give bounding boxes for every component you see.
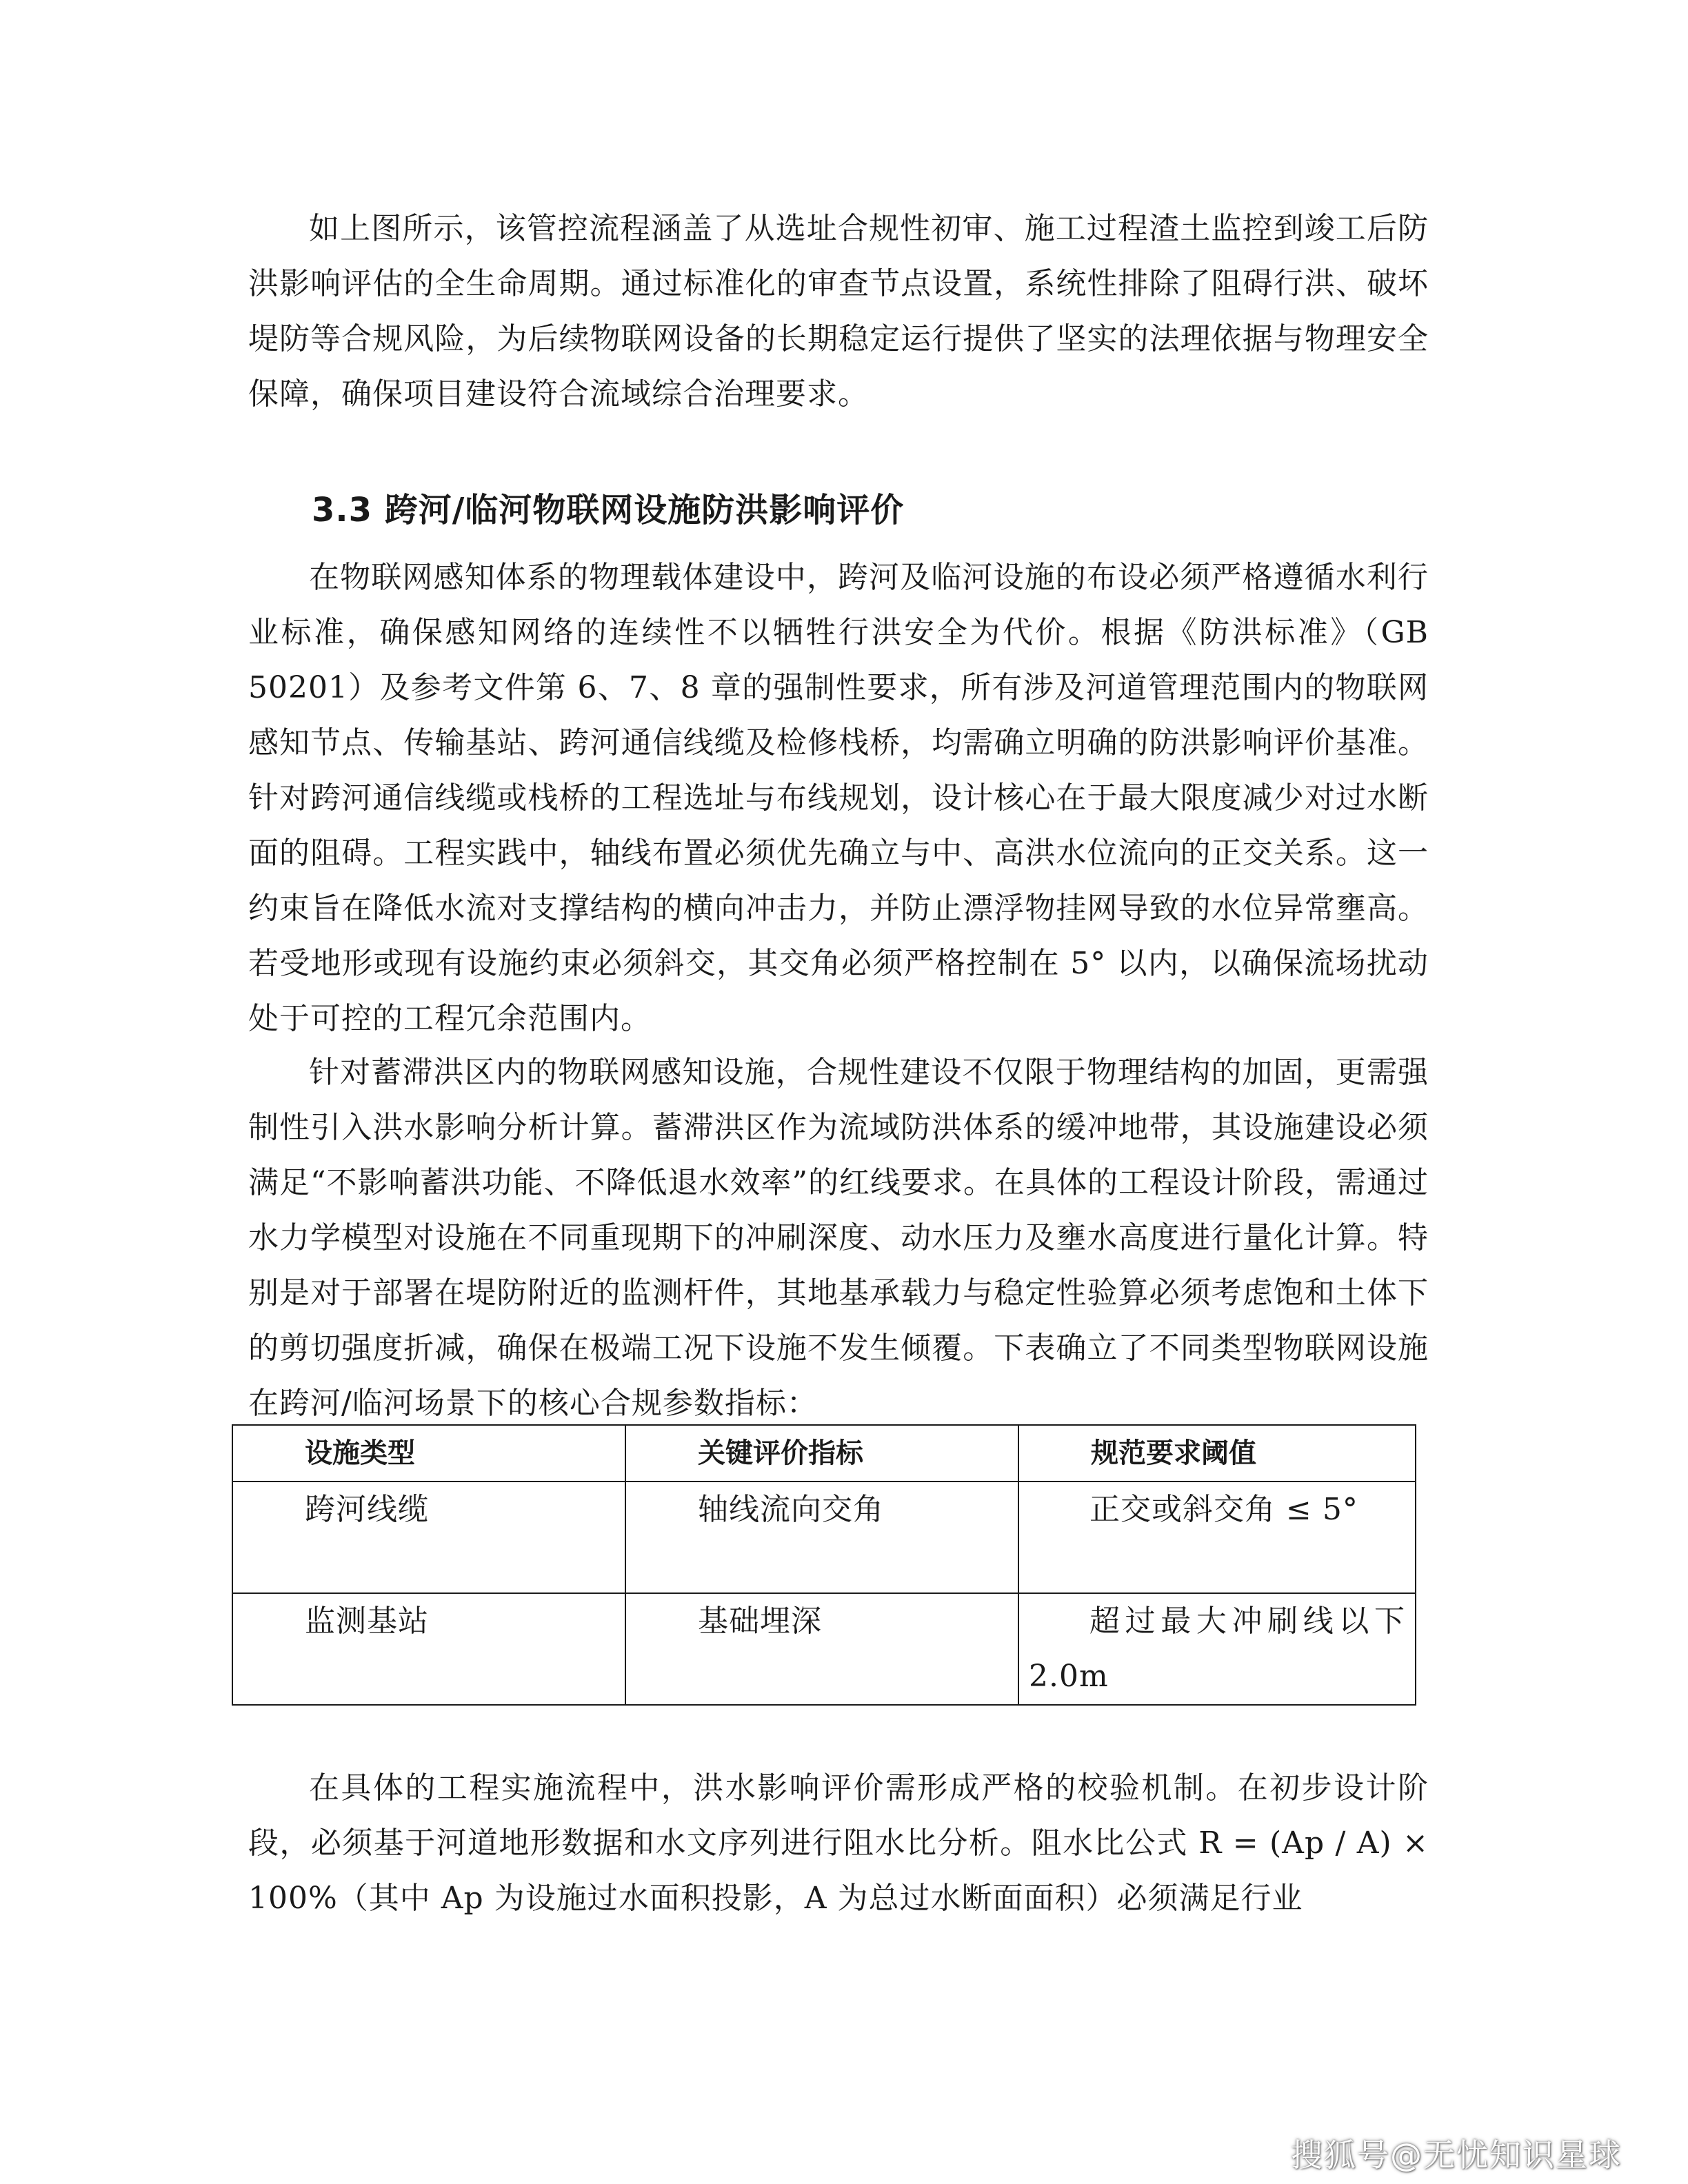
- table-cell-indicator: 轴线流向交角: [625, 1482, 1018, 1593]
- table-cell-indicator: 基础埋深: [625, 1593, 1018, 1705]
- source-watermark: 搜狐号@无忧知识星球: [1291, 2136, 1622, 2174]
- table-cell-threshold: 正交或斜交角 ≤ 5°: [1018, 1482, 1416, 1593]
- table-row: [232, 1593, 1416, 1705]
- table-cell-facility-type: 监测基站: [232, 1593, 625, 1705]
- table-row: [232, 1482, 1416, 1593]
- table-header-cell: 规范要求阈值: [1018, 1425, 1416, 1482]
- table-cell-facility-type: 跨河线缆: [232, 1482, 625, 1593]
- body-paragraph-3: 针对蓄滞洪区内的物联网感知设施，合规性建设不仅限于物理结构的加固，更需强制性引入洪水影响分析计算。蓄滞洪区作为流域防洪体系的缓冲地带，其设施建设必须满足“不影响蓄洪功能、不降低退水效率”的红线要求。在具体的工程设计阶段，需通过水力学模型对设施在不同重现期下的冲刷深度、动水压力及壅水高度进行量化计算。特别是对于部署在堤防附近的监测杆件，其地基承载力与稳定性验算必须考虑饱和土体下的剪切强度折减，确保在极端工况下设施不发生倾覆。下表确立了不同类型物联网设施在跨河/临河场景下的核心合规参数指标：: [248, 1055, 1429, 1421]
- table-header-cell: 设施类型: [232, 1425, 625, 1482]
- compliance-parameter-table: [232, 1424, 1416, 1706]
- table-header-row: [232, 1425, 1416, 1482]
- table-cell-threshold: 超过最大冲刷线以下 2.0m: [1018, 1593, 1416, 1705]
- body-paragraph-4: 在具体的工程实施流程中，洪水影响评价需形成严格的校验机制。在初步设计阶段，必须基于河道地形数据和水文序列进行阻水比分析。阻水比公式 R = (Ap / A) × 100%（其中 Ap 为设施过水面积投影，A 为总过水断面面积）必须满足行业: [248, 1770, 1429, 1916]
- section-heading: 3.3 跨河/临河物联网设施防洪影响评价: [312, 491, 905, 529]
- body-paragraph-1: 如上图所示，该管控流程涵盖了从选址合规性初审、施工过程渣土监控到竣工后防洪影响评估的全生命周期。通过标准化的审查节点设置，系统性排除了阻碍行洪、破坏堤防等合规风险，为后续物联网设备的长期稳定运行提供了坚实的法理依据与物理安全保障，确保项目建设符合流域综合治理要求。: [248, 211, 1429, 412]
- body-paragraph-2: 在物联网感知体系的物理载体建设中，跨河及临河设施的布设必须严格遵循水利行业标准，确保感知网络的连续性不以牺牲行洪安全为代价。根据《防洪标准》（GB 50201）及参考文件第 6、7、8 章的强制性要求，所有涉及河道管理范围内的物联网感知节点、传输基站、跨河通信线缆及检修栈桥，均需确立明确的防洪影响评价基准。针对跨河通信线缆或栈桥的工程选址与布线规划，设计核心在于最大限度减少对过水断面的阻碍。工程实践中，轴线布置必须优先确立与中、高洪水位流向的正交关系。这一约束旨在降低水流对支撑结构的横向冲击力，并防止漂浮物挂网导致的水位异常壅高。若受地形或现有设施约束必须斜交，其交角必须严格控制在 5° 以内，以确保流场扰动处于可控的工程冗余范围内。: [248, 560, 1429, 1036]
- table-header-cell: 关键评价指标: [625, 1425, 1018, 1482]
